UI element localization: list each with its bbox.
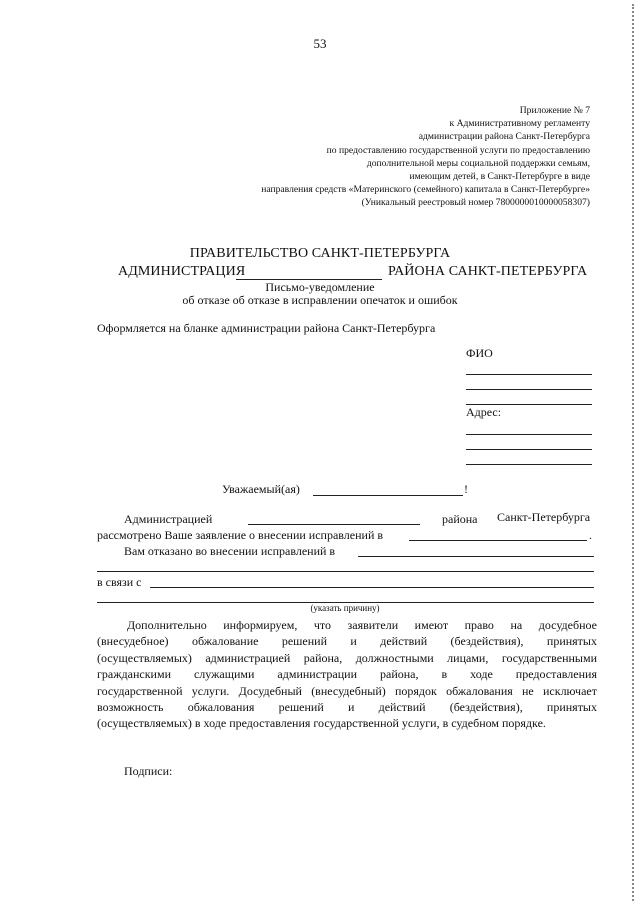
address-line (466, 464, 592, 465)
appendix-line: Приложение № 7 (519, 105, 590, 116)
info-line: (внесудебное) обжалование решений и действий (бездействия), принятых (97, 634, 597, 649)
fio-line (466, 374, 592, 375)
letter-title-2: об отказе об отказе в исправлении опечаток и ошибок (182, 293, 458, 307)
refused-blank (358, 556, 594, 557)
admin-heading-left: АДМИНИСТРАЦИЯ (118, 264, 246, 279)
info-line: гражданскими служащими администрации района, в ходе предоставления (97, 667, 597, 682)
info-line: возможность обжалования решений и действий (бездействия), принятых (97, 700, 597, 715)
info-paragraph (97, 617, 597, 732)
appendix-line: администрации района Санкт-Петербурга (418, 131, 590, 143)
reviewed-blank (409, 540, 587, 541)
page-edge-dots (632, 4, 634, 901)
reason-blank (150, 587, 594, 588)
signatures-label: Подписи: (124, 764, 173, 778)
page-number: 53 (313, 36, 327, 51)
letter-title-1: Письмо-уведомление (265, 280, 375, 294)
appendix-line: имеющим детей, в Санкт-Петербурге в виде (409, 171, 590, 183)
reviewed-period: . (589, 528, 592, 542)
info-line: Дополнительно информируем, что заявители имеют право на досудебное (127, 618, 597, 632)
admin-heading-right: РАЙОНА САНКТ-ПЕТЕРБУРГА (388, 264, 588, 279)
greeting-exclamation: ! (464, 482, 468, 496)
appendix-line: дополнительной меры социальной поддержки семьям, (366, 157, 590, 169)
address-label: Адрес: (466, 405, 502, 419)
admin-name-blank (248, 524, 420, 525)
appendix-line: по предоставлению государственной услуги по предоставлению (326, 144, 590, 156)
greeting: Уважаемый(ая) (222, 482, 300, 496)
appendix-line: направления средств «Материнского (семейного) капитала в Санкт-Петербурге» (261, 184, 590, 196)
district-word: района (442, 512, 478, 526)
reviewed-text: рассмотрено Ваше заявление о внесении исправлений в (97, 528, 384, 542)
spb-word: Санкт-Петербурга (497, 510, 591, 524)
appendix-line: (Уникальный реестровый номер 7800000010000058307) (361, 197, 590, 209)
appendix-line: к Административному регламенту (449, 118, 590, 130)
greeting-name-blank (313, 495, 463, 496)
fio-line (466, 389, 592, 390)
appendix-block (261, 104, 590, 210)
info-line: (осуществляемых) в ходе предоставления государственной услуги, в судебном порядке. (97, 716, 546, 731)
due-to-text: в связи с (97, 575, 142, 589)
info-line: (осуществляемых) администрацией района, должностными лицами, государственными (97, 650, 597, 665)
admin-word: Администрацией (124, 512, 213, 526)
fio-label: ФИО (466, 346, 493, 360)
blank-note: Оформляется на бланке администрации района Санкт-Петербурга (97, 321, 436, 335)
address-line (466, 449, 592, 450)
refused-blank-2 (97, 571, 594, 572)
info-line: государственной услуги. Досудебный (внесудебный) порядок обжалования не исключает (97, 683, 597, 698)
address-line (466, 434, 592, 435)
reason-caption: (указать причину) (310, 603, 380, 613)
government-heading: ПРАВИТЕЛЬСТВО САНКТ-ПЕТЕРБУРГА (189, 246, 451, 261)
refused-text: Вам отказано во внесении исправлений в (124, 544, 336, 558)
